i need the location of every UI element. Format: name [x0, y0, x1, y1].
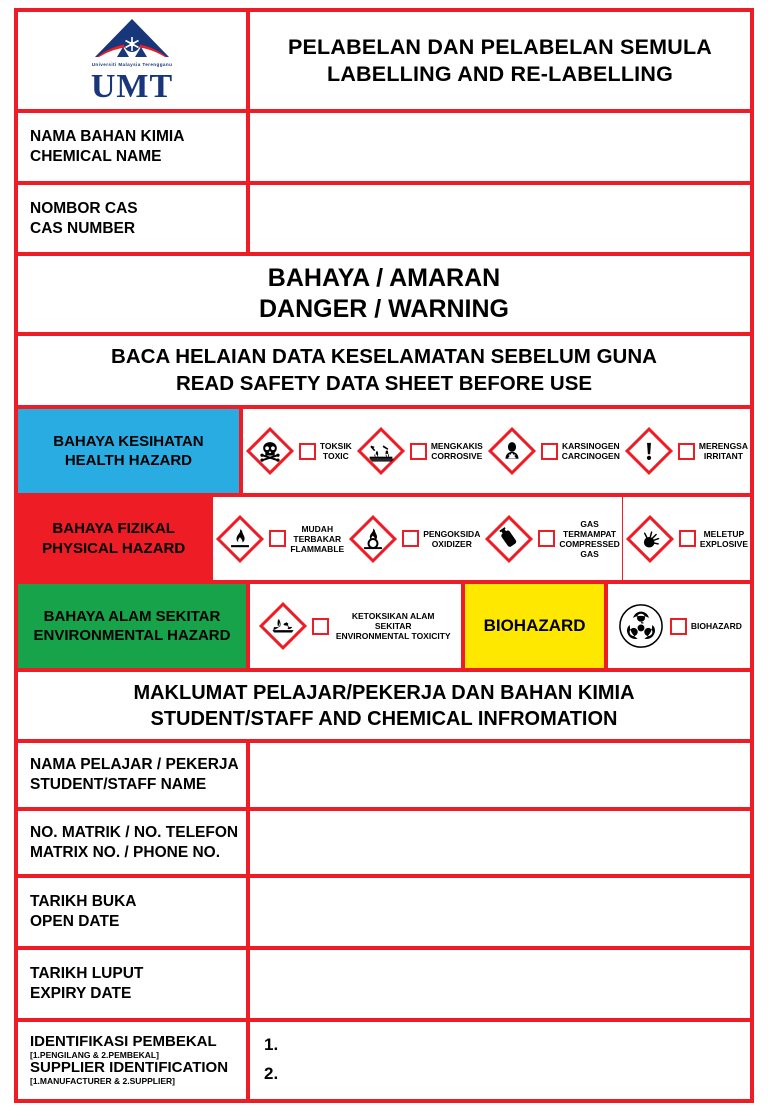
biohazard-banner: BIOHAZARD: [461, 584, 607, 667]
open-date-label-ms: TARIKH BUKA: [30, 893, 137, 911]
matrix-no-value[interactable]: [250, 811, 750, 875]
chemical-name-value[interactable]: [250, 113, 750, 181]
expiry-date-label: [18, 950, 250, 1018]
umt-logo-mark-icon: [57, 17, 207, 63]
skull-crossbones-icon: [245, 426, 295, 476]
title-cell: [250, 12, 750, 109]
chemical-name-label-ms: NAMA BAHAN KIMIA: [30, 128, 185, 146]
cas-number-value[interactable]: [250, 185, 750, 253]
pictogram-cell-explosive: [623, 497, 750, 580]
cas-number-row: [18, 185, 750, 257]
info-section-ms: MAKLUMAT PELAJAR/PEKERJA DAN BAHAN KIMIA: [133, 681, 635, 704]
health-hazard-label-en: HEALTH HAZARD: [64, 452, 193, 470]
pictogram-cell-flammable: [213, 497, 346, 580]
checkbox-biohazard[interactable]: [670, 618, 687, 635]
matrix-no-label-en: MATRIX NO. / PHONE NO.: [30, 843, 221, 861]
caption-corrosive: [431, 441, 483, 461]
student-name-label-en: STUDENT/STAFF NAME: [30, 776, 207, 794]
logo-wordmark: UMT: [90, 67, 174, 105]
health-hazard-label: [18, 409, 243, 492]
physical-hazard-row: [18, 497, 750, 584]
cas-number-label-ms: NOMBOR CAS: [30, 199, 138, 217]
physical-hazard-label: [18, 497, 213, 580]
caption-toxic-ms: TOKSIK: [319, 441, 352, 452]
supplier-row: [18, 1022, 750, 1099]
environmental-hazard-label-en: ENVIRONMENTAL HAZARD: [33, 627, 231, 645]
environmental-hazard-items: [250, 584, 750, 667]
caption-irritant: [699, 441, 748, 461]
caption-environmental-toxicity-en: ENVIRONMENTAL TOXICITY: [335, 631, 451, 642]
chemical-name-row: [18, 113, 750, 185]
caption-explosive-ms: MELETUP: [703, 528, 745, 539]
danger-banner-row: [18, 256, 750, 335]
caption-environmental-toxicity-ms: KETOKSIKAN ALAM SEKITAR: [351, 611, 435, 632]
supplier-note-en: [1.MANUFACTURER & 2.SUPPLIER]: [30, 1076, 175, 1087]
health-hazard-label-ms: BAHAYA KESIHATAN: [53, 432, 204, 450]
sds-text-ms: BACA HELAIAN DATA KESELAMATAN SEBELUM GUNA: [111, 345, 657, 369]
checkbox-flammable[interactable]: [269, 530, 286, 547]
caption-corrosive-ms: MENGKAKIS: [430, 441, 483, 452]
matrix-no-label-ms: NO. MATRIK / NO. TELEFON: [30, 823, 239, 841]
info-section-en: STUDENT/STAFF AND CHEMICAL INFROMATION: [150, 707, 618, 730]
umt-logo: [57, 17, 207, 104]
supplier-line-1: 1.: [264, 1034, 279, 1054]
open-date-label-en: OPEN DATE: [30, 913, 120, 931]
caption-toxic-en: TOXIC: [322, 451, 349, 462]
physical-hazard-label-en: PHYSICAL HAZARD: [42, 539, 186, 557]
corrosion-icon: [356, 426, 406, 476]
biohazard-icon: [616, 601, 666, 651]
environmental-hazard-label: [18, 584, 250, 667]
caption-explosive-en: EXPLOSIVE: [699, 538, 748, 549]
student-name-value[interactable]: [250, 743, 750, 807]
checkbox-compressed-gas[interactable]: [538, 530, 555, 547]
caption-flammable-ms: MUDAH TERBAKAR: [293, 523, 342, 544]
expiry-date-label-ms: TARIKH LUPUT: [30, 964, 144, 982]
health-hazard-items: [243, 409, 750, 492]
caption-flammable-en: FLAMMABLE: [290, 543, 345, 554]
checkbox-corrosive[interactable]: [410, 443, 427, 460]
title-ms: PELABELAN DAN PELABELAN SEMULA: [287, 35, 713, 60]
open-date-row: [18, 878, 750, 950]
cas-number-label: [18, 185, 250, 253]
caption-biohazard: [691, 621, 742, 631]
caption-toxic: [320, 441, 352, 461]
label-frame: [14, 8, 754, 1103]
caption-irritant-en: IRRITANT: [703, 451, 743, 462]
chemical-name-label-en: CHEMICAL NAME: [30, 148, 162, 166]
cas-number-label-en: CAS NUMBER: [30, 219, 136, 237]
flame-over-circle-icon: [348, 514, 398, 564]
supplier-line-2: 2.: [264, 1064, 279, 1084]
gas-cylinder-icon: [484, 514, 534, 564]
header-row: [18, 12, 750, 113]
open-date-label: [18, 878, 250, 946]
caption-oxidizer: [423, 529, 480, 549]
expiry-date-value[interactable]: [250, 950, 750, 1018]
pictogram-cell-irritant: [622, 409, 750, 492]
supplier-label: [18, 1022, 250, 1099]
checkbox-toxic[interactable]: [299, 443, 316, 460]
flame-icon: [215, 514, 265, 564]
supplier-label-en: SUPPLIER IDENTIFICATION: [30, 1059, 229, 1077]
title-en: LABELLING AND RE-LABELLING: [327, 61, 673, 86]
checkbox-irritant[interactable]: [678, 443, 695, 460]
pictogram-cell-toxic: [243, 409, 354, 492]
environmental-hazard-row: [18, 584, 750, 671]
pictogram-cell-carcinogen: [485, 409, 622, 492]
checkbox-explosive[interactable]: [679, 530, 696, 547]
logo-subtitle: Universiti Malaysia Terengganu: [91, 62, 173, 68]
expiry-date-label-en: EXPIRY DATE: [30, 984, 132, 1002]
health-hazard-icon: [487, 426, 537, 476]
chemical-name-label: [18, 113, 250, 181]
pictogram-cell-environmental-toxicity: [250, 584, 461, 667]
caption-compressed-gas-ms: GAS TERMAMPAT: [563, 518, 617, 539]
supplier-value[interactable]: [250, 1022, 750, 1099]
danger-text-ms: BAHAYA / AMARAN: [267, 263, 501, 292]
caption-biohazard-en: BIOHAZARD: [690, 621, 742, 632]
sds-banner-row: [18, 336, 750, 410]
sds-text-en: READ SAFETY DATA SHEET BEFORE USE: [175, 371, 593, 395]
caption-oxidizer-ms: PENGOKSIDA: [423, 528, 481, 539]
danger-banner: [18, 256, 750, 331]
caption-carcinogen-ms: KARSINOGEN: [562, 441, 620, 452]
pictogram-cell-corrosive: [354, 409, 485, 492]
checkbox-carcinogen[interactable]: [541, 443, 558, 460]
caption-carcinogen-en: CARCINOGEN: [561, 451, 620, 462]
student-name-row: [18, 743, 750, 811]
environmental-hazard-label-ms: BAHAYA ALAM SEKITAR: [43, 607, 221, 625]
caption-oxidizer-en: OXIDIZER: [431, 538, 472, 549]
student-name-label: [18, 743, 250, 807]
matrix-no-label: [18, 811, 250, 875]
health-hazard-row: [18, 409, 750, 496]
exploding-bomb-icon: [625, 514, 675, 564]
info-section-banner: [18, 672, 750, 740]
pictogram-cell-biohazard: [608, 584, 750, 667]
sds-banner: [18, 336, 750, 406]
pictogram-cell-oxidizer: [346, 497, 482, 580]
pictogram-cell-compressed-gas: [482, 497, 622, 580]
caption-compressed-gas-en: COMPRESSED GAS: [559, 538, 620, 559]
supplier-note-ms: [1.PENGILANG & 2.PEMBEKAL]: [30, 1049, 159, 1060]
checkbox-oxidizer[interactable]: [402, 530, 419, 547]
logo-cell: [18, 12, 250, 109]
exclamation-icon: [624, 426, 674, 476]
student-name-label-ms: NAMA PELAJAR / PEKERJA: [30, 756, 239, 774]
matrix-no-row: [18, 811, 750, 879]
info-section-row: [18, 672, 750, 744]
open-date-value[interactable]: [250, 878, 750, 946]
caption-environmental-toxicity: [333, 611, 453, 641]
danger-text-en: DANGER / WARNING: [259, 295, 509, 324]
caption-corrosive-en: CORROSIVE: [431, 451, 483, 462]
expiry-date-row: [18, 950, 750, 1022]
supplier-label-ms: IDENTIFIKASI PEMBEKAL: [30, 1032, 217, 1050]
caption-explosive: [700, 529, 748, 549]
caption-irritant-ms: MERENGSA: [698, 441, 748, 452]
physical-hazard-items: [213, 497, 750, 580]
caption-flammable: [290, 524, 344, 554]
physical-hazard-label-ms: BAHAYA FIZIKAL: [52, 520, 175, 538]
environment-icon: [258, 601, 308, 651]
caption-carcinogen: [562, 441, 620, 461]
checkbox-environmental-toxicity[interactable]: [312, 618, 329, 635]
caption-compressed-gas: [559, 519, 619, 559]
